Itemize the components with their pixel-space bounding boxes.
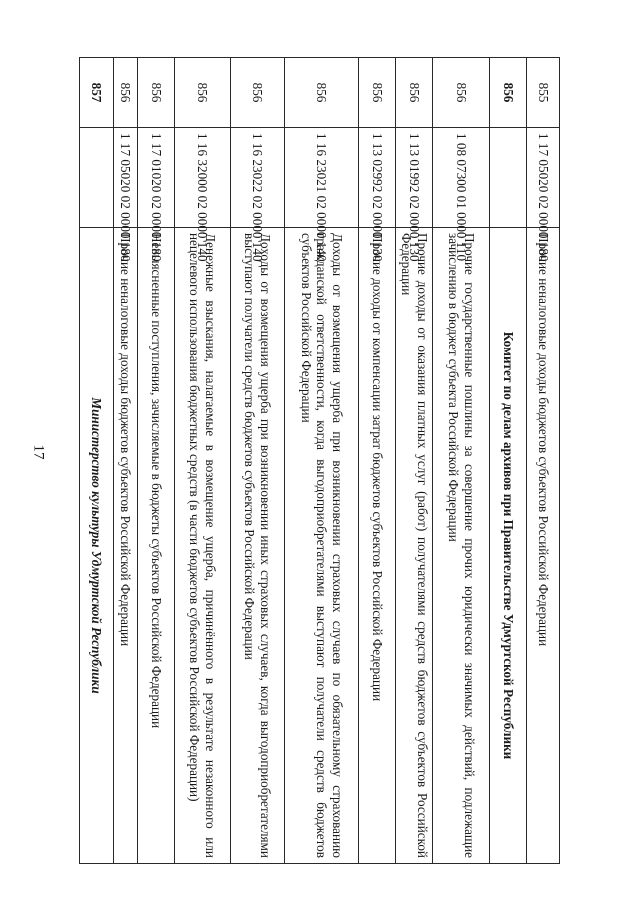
table-section-header-row [490, 58, 527, 864]
income-code-cell: 1 13 01992 02 0000 130 [396, 128, 433, 228]
administrator-code-cell: 856 [396, 58, 433, 128]
income-code-cell: 1 16 23021 02 0000 140 [285, 128, 359, 228]
income-code-cell: 1 17 05020 02 0000 180 [527, 128, 560, 228]
administrator-code-cell: 856 [138, 58, 175, 128]
administrator-code-cell: 856 [433, 58, 490, 128]
income-description-cell: Доходы от возмещения ущерба при возникновении страховых случаев по обязательному страхованию гражданской ответственности, когда выгодоприобретателями выступают получатели средств бюджетов субъектов Российской Федерации [285, 228, 359, 864]
table-row [396, 58, 433, 864]
administrator-code-cell: 856 [285, 58, 359, 128]
table-row [359, 58, 396, 864]
income-code-cell-empty [80, 128, 114, 228]
table-row [285, 58, 359, 864]
table-section-header-row [80, 58, 114, 864]
income-code-cell: 1 17 01020 02 0000 180 [138, 128, 175, 228]
table-row [138, 58, 175, 864]
income-description-cell: Денежные взыскания, налагаемые в возмещение ущерба, причинённого в результате незаконного или нецелевого использования бюджетных средств (в части бюджетов субъектов Российской Федерации) [175, 228, 231, 864]
administrator-code-cell: 856 [114, 58, 138, 128]
income-description-cell: Прочие неналоговые доходы бюджетов субъектов Российской Федерации [527, 228, 560, 864]
table-row [433, 58, 490, 864]
income-description-cell: Прочие доходы от оказания платных услуг (работ) получателями средств бюджетов субъектов Российской Федерации [396, 228, 433, 864]
rotated-page-content [80, 57, 560, 863]
revenue-codes-table [79, 57, 560, 864]
income-code-cell: 1 16 32000 02 0000 140 [175, 128, 231, 228]
income-description-cell: Доходы от возмещения ущерба при возникновении иных страховых случаев, когда выгодоприобретателями выступают получатели средств бюджетов субъектов Российской Федерации [231, 228, 285, 864]
administrator-code-cell: 856 [231, 58, 285, 128]
administrator-code-cell: 857 [80, 58, 114, 128]
administrator-title-cell: Министерство культуры Удмуртской Республики [80, 228, 114, 864]
table-row [175, 58, 231, 864]
income-description-cell: Прочие доходы от компенсации затрат бюджетов субъектов Российской Федерации [359, 228, 396, 864]
income-code-cell-empty [490, 128, 527, 228]
income-description-cell: Прочие государственные пошлины за совершение прочих юридически значимых действий, подлежащие зачислению в бюджет субъекта Российской Федерации [433, 228, 490, 864]
administrator-title-cell: Комитет по делам архивов при Правительстве Удмуртской Республики [490, 228, 527, 864]
income-code-cell: 1 17 05020 02 0000 180 [114, 128, 138, 228]
administrator-code-cell: 855 [527, 58, 560, 128]
administrator-code-cell: 856 [175, 58, 231, 128]
table-row [231, 58, 285, 864]
income-code-cell: 1 08 07300 01 0000 110 [433, 128, 490, 228]
administrator-code-cell: 856 [490, 58, 527, 128]
page-number: 17 [30, 444, 47, 460]
administrator-code-cell: 856 [359, 58, 396, 128]
table-row [527, 58, 560, 864]
income-code-cell: 1 13 02992 02 0000 130 [359, 128, 396, 228]
income-description-cell: Невыясненные поступления, зачисляемые в бюджеты субъектов Российской Федерации [138, 228, 175, 864]
income-description-cell: Прочие неналоговые доходы бюджетов субъектов Российской Федерации [114, 228, 138, 864]
table-row [114, 58, 138, 864]
income-code-cell: 1 16 23022 02 0000 140 [231, 128, 285, 228]
